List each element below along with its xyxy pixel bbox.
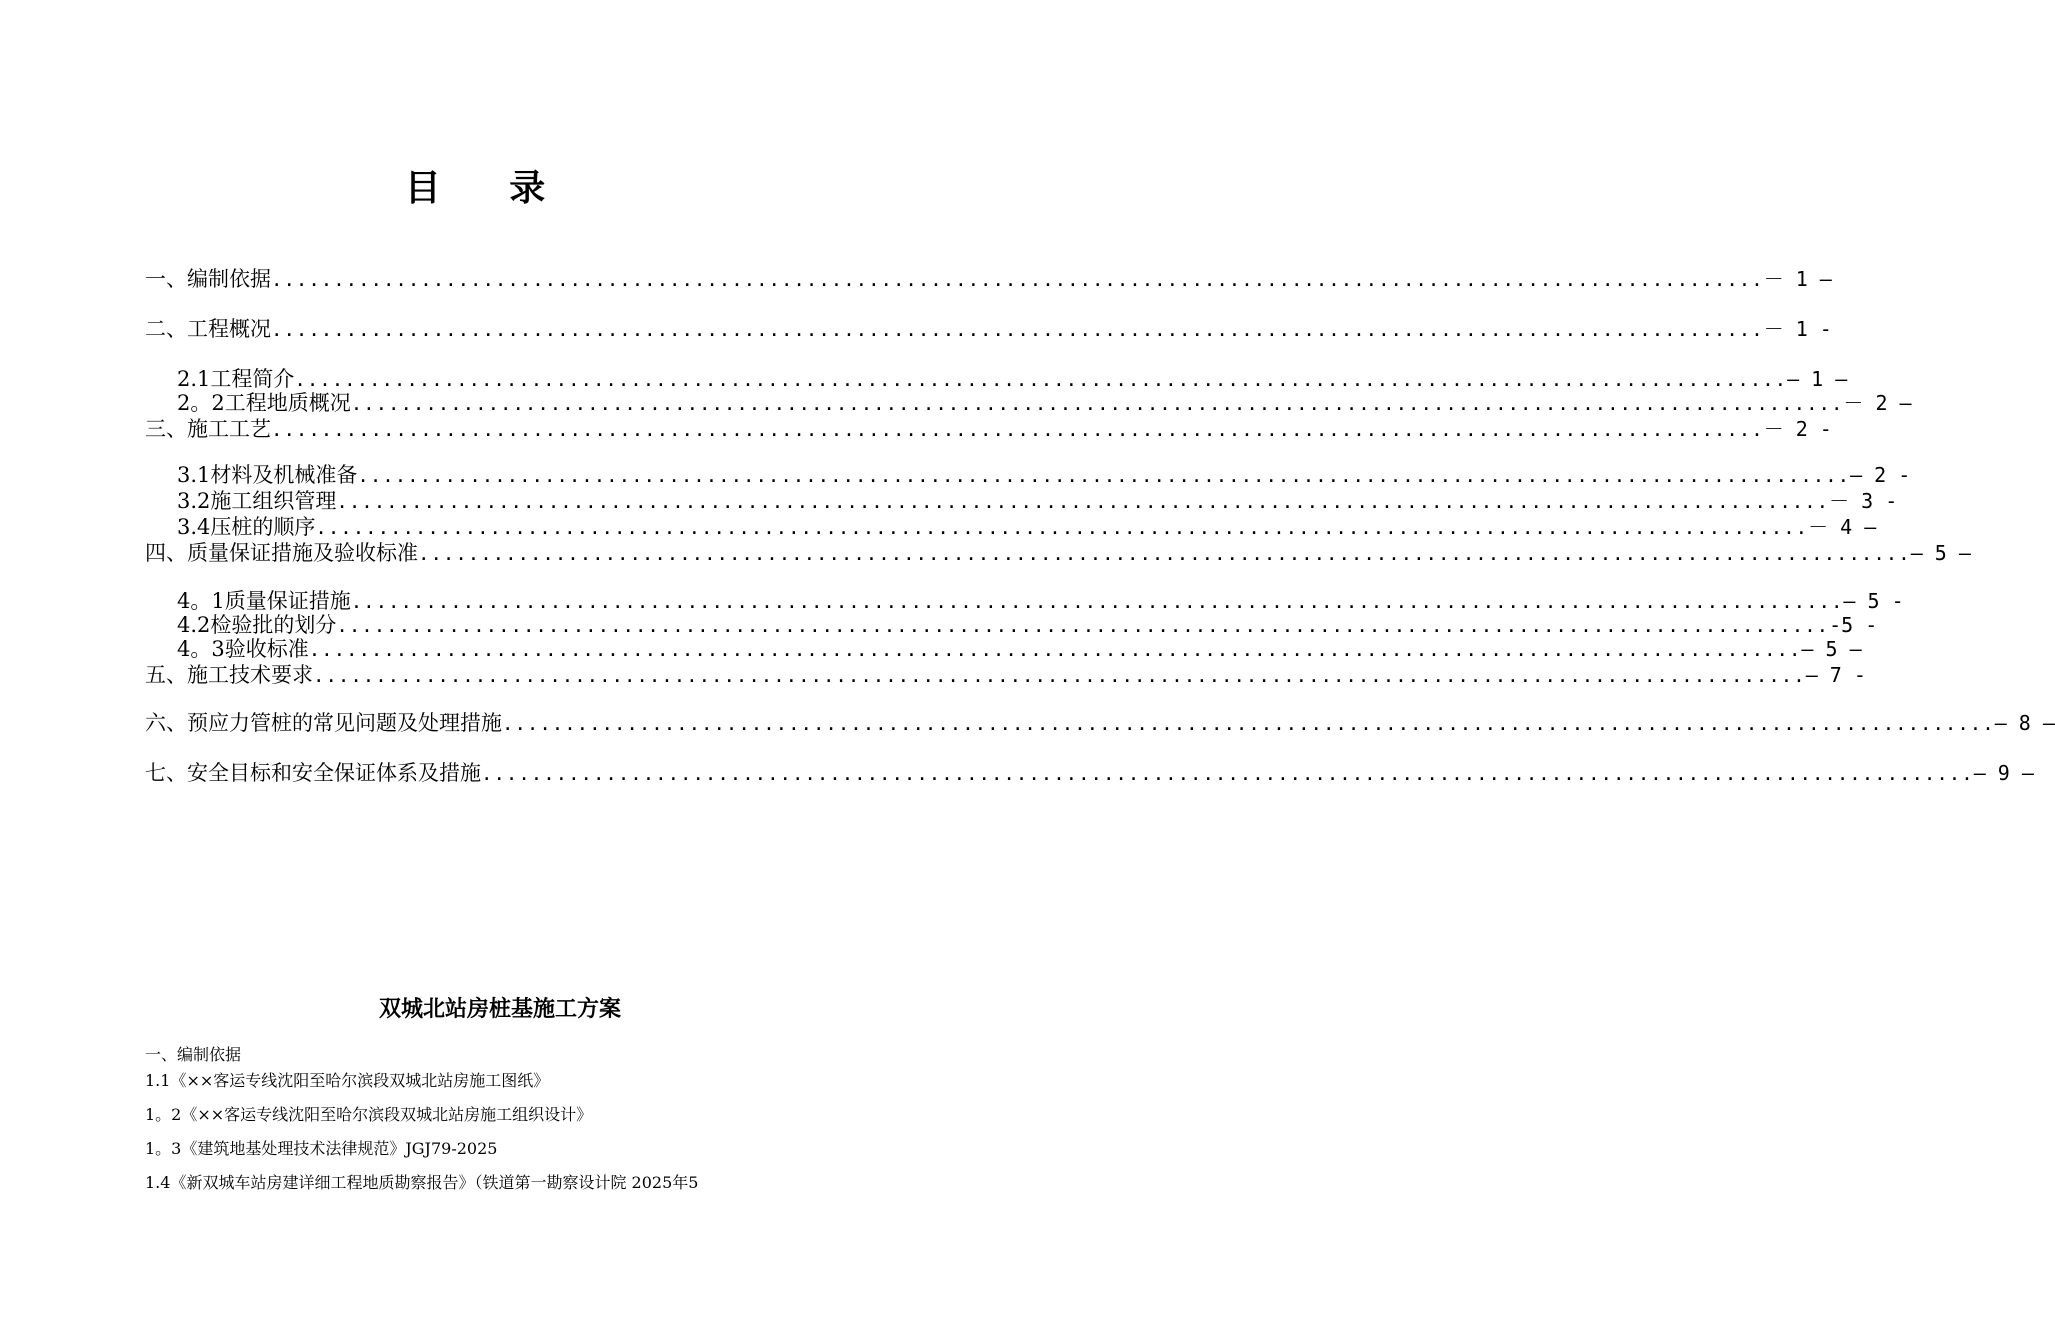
toc-entry-page: － 1 - <box>1763 317 1832 341</box>
document-title: 双城北站房桩基施工方案 <box>378 996 621 1022</box>
toc-leader-dots: ........................................................................................................................ <box>481 763 1974 785</box>
toc-entry-page: — 1 — <box>1787 367 1848 391</box>
toc-entry-label: 3.2施工组织管理 <box>177 489 337 513</box>
toc-entry-label: 3.1材料及机械准备 <box>177 463 358 487</box>
toc-entry <box>145 540 1971 566</box>
toc-entry-page: — 7 - <box>1805 663 1866 687</box>
toc-entry-label: 2。2工程地质概况 <box>177 391 351 415</box>
toc-title: 目 录 <box>404 168 574 209</box>
toc-entry-page: － 1 — <box>1763 267 1832 291</box>
toc-leader-dots: ........................................................................................................................ <box>336 615 1830 637</box>
toc-entry <box>145 662 1866 688</box>
toc-entry <box>177 588 1904 614</box>
toc-leader-dots: ........................................................................................................................ <box>271 269 1764 291</box>
toc-leader-dots: ........................................................................................................................ <box>336 491 1830 513</box>
section-heading: 一、编制依据 <box>145 1045 242 1064</box>
toc-entry-page: — 5 — <box>1801 637 1862 661</box>
toc-entry-page: － 3 - <box>1829 489 1898 513</box>
toc-entry <box>177 390 1912 416</box>
toc-entry <box>177 488 1898 514</box>
toc-entry-page: — 5 — <box>1910 541 1971 565</box>
toc-entry-page: -5 - <box>1829 613 1878 637</box>
toc-entry-page: — 5 - <box>1843 589 1904 613</box>
toc-leader-dots: ........................................................................................................................ <box>357 465 1851 487</box>
toc-entry <box>177 462 1911 488</box>
reference-item: 1。2《××客运专线沈阳至哈尔滨段双城北站房施工组织设计》 <box>145 1105 593 1124</box>
toc-leader-dots: ........................................................................................................................ <box>313 665 1806 687</box>
toc-entry-label: 4.2检验批的划分 <box>177 613 337 637</box>
toc-entry-label: 五、施工技术要求 <box>145 663 313 687</box>
toc-entry-page: － 2 — <box>1843 391 1912 415</box>
toc-entry-page: — 9 — <box>1973 761 2034 785</box>
toc-entry <box>145 316 1832 342</box>
toc-leader-dots: ........................................................................................................................ <box>294 369 1788 391</box>
toc-entry-page: — 2 - <box>1850 463 1911 487</box>
toc-leader-dots: ........................................................................................................................ <box>350 591 1844 613</box>
toc-entry <box>177 612 1878 638</box>
toc-entry <box>177 366 1848 392</box>
toc-entry-label: 2.1工程简介 <box>177 367 295 391</box>
reference-item: 1.1《××客运专线沈阳至哈尔滨段双城北站房施工图纸》 <box>145 1071 550 1090</box>
toc-entry-label: 三、施工工艺 <box>145 417 271 441</box>
reference-item: 1.4《新双城车站房建详细工程地质勘察报告》（铁道第一勘察设计院 2025年5 <box>145 1173 699 1192</box>
toc-leader-dots: ........................................................................................................................ <box>502 713 1995 735</box>
toc-entry <box>145 416 1832 442</box>
toc-leader-dots: ........................................................................................................................ <box>308 639 1802 661</box>
toc-entry-label: 4。3验收标准 <box>177 637 309 661</box>
toc-entry <box>177 636 1862 662</box>
toc-leader-dots: ........................................................................................................................ <box>271 319 1764 341</box>
toc-entry-label: 七、安全目标和安全保证体系及措施 <box>145 761 481 785</box>
toc-entry-page: － 4 — <box>1808 515 1877 539</box>
toc-entry-label: 4。1质量保证措施 <box>177 589 351 613</box>
reference-item: 1。3《建筑地基处理技术法律规范》JGJ79-2025 <box>145 1139 498 1158</box>
toc-entry <box>145 710 2055 736</box>
toc-entry-label: 四、质量保证措施及验收标准 <box>145 541 418 565</box>
toc-entry-label: 一、编制依据 <box>145 267 271 291</box>
toc-entry-page: — 8 — <box>1994 711 2055 735</box>
toc-entry <box>145 760 2034 786</box>
toc-entry-page: － 2 - <box>1763 417 1832 441</box>
toc-leader-dots: ........................................................................................................................ <box>315 517 1809 539</box>
toc-entry <box>177 514 1877 540</box>
toc-leader-dots: ........................................................................................................................ <box>418 543 1911 565</box>
toc-entry-label: 3.4压桩的顺序 <box>177 515 316 539</box>
toc-entry-label: 六、预应力管桩的常见问题及处理措施 <box>145 711 502 735</box>
toc-entry <box>145 266 1832 292</box>
toc-entry-label: 二、工程概况 <box>145 317 271 341</box>
toc-leader-dots: ........................................................................................................................ <box>350 393 1844 415</box>
toc-leader-dots: ........................................................................................................................ <box>271 419 1764 441</box>
